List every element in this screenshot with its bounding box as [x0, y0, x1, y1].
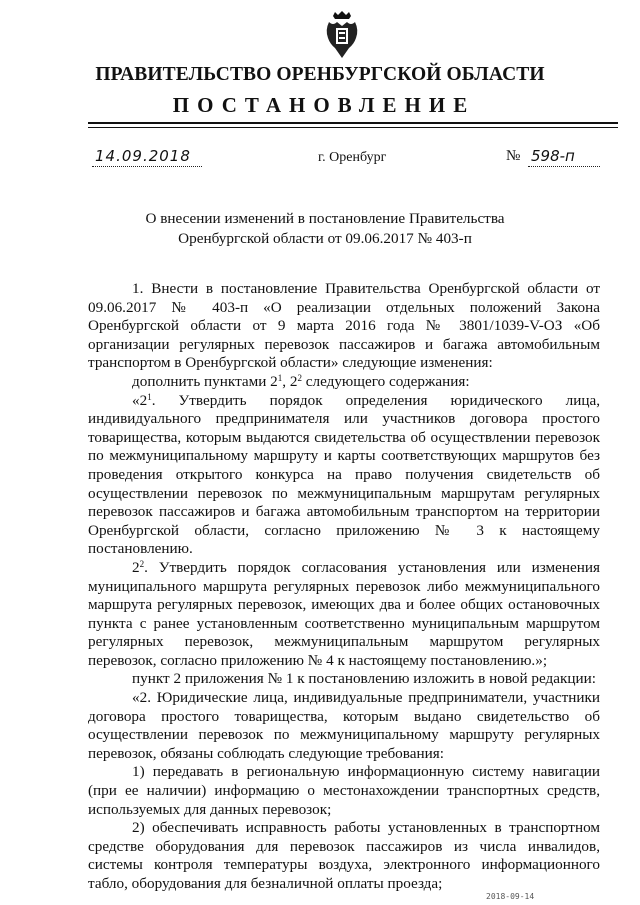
text-run: следующего содержания:	[301, 372, 470, 390]
text-run: , 2	[282, 372, 298, 390]
text-run: дополнить пунктами 2	[132, 372, 278, 390]
paragraph	[88, 559, 600, 671]
paragraph	[88, 392, 600, 559]
subject-line: О внесении изменений в постановление Правительства	[145, 210, 505, 227]
text-run: . Утвердить порядок согласования установления или изменения муниципального маршрута регулярных перевозок либо межмуниципального маршрута регулярных перевозок, имеющих два и более общих остановочных пункта с ранее установленным соответственно муниципальным маршрутом регулярных перевозок, межмуниципальным маршрутом регулярных перевозок, согласно приложению № 4 к настоящему постановлению.»;	[88, 558, 600, 669]
paragraph: 2) обеспечивать исправность работы установленных в транспортном средстве оборудования для перевозок пассажиров из числа инвалидов, системы контроля температуры воздуха, электронного информационного табло, оборудования для безналичной оплаты проезда;	[88, 819, 600, 892]
document-subject	[120, 209, 530, 249]
government-title: ПРАВИТЕЛЬСТВО ОРЕНБУРГСКОЙ ОБЛАСТИ	[95, 64, 545, 85]
scan-code: 2018-09-14	[486, 892, 535, 901]
text-run: «2	[132, 391, 148, 409]
superscript: 2	[139, 558, 145, 569]
superscript: 1	[147, 391, 152, 402]
document-type: ПОСТАНОВЛЕНИЕ	[172, 93, 476, 117]
city: г. Оренбург	[318, 150, 387, 165]
text-run: . Утвердить порядок определения юридического лица, индивидуального предпринимателя или участников договора простого товарищества, которым выдаются свидетельства об осуществлении перевозок по межмуниципальному маршруту и карты соответствующих маршрутов без проведения открытого конкурса на право получения свидетельств об осуществлении перевозок по межмуниципальным маршрутам регулярных перевозок пассажиров и багажа автомобильным транспортом на территории Оренбургской области, согласно приложению № 3 к настоящему постановлению.	[88, 391, 600, 558]
coat-of-arms-icon	[325, 10, 359, 60]
handwritten-date: 14.09.2018	[95, 147, 191, 165]
subject-line: Оренбургской области от 09.06.2017 № 403-п	[178, 230, 472, 247]
handwritten-number: 598-п	[531, 147, 575, 165]
paragraph: пункт 2 приложения № 1 к постановлению изложить в новой редакции:	[132, 670, 596, 688]
paragraph	[88, 373, 600, 392]
header-rule-thin	[88, 127, 618, 128]
document-body	[88, 280, 600, 894]
superscript: 1	[277, 372, 283, 383]
number-underline	[528, 166, 600, 167]
text-run: 2	[132, 558, 140, 576]
header-rule-thick	[88, 122, 618, 124]
paragraph: 1. Внести в постановление Правительства Оренбургской области от 09.06.2017 № 403-п «О реализации отдельных положений Закона Оренбургской области от 9 марта 2016 года № 3801/1039-V-ОЗ «Об организации регулярных перевозок пассажиров и багажа автомобильным транспортом в Оренбургской области» следующие изменения:	[88, 280, 600, 372]
paragraph: 1) передавать в региональную информационную систему навигации (при ее наличии) информацию о местонахождении транспортных средств, используемых для данных перевозок;	[88, 763, 600, 818]
superscript: 2	[297, 372, 302, 383]
number-label: №	[506, 148, 521, 164]
paragraph: «2. Юридические лица, индивидуальные предприниматели, участники договора простого товарищества, которым выдано свидетельство об осуществлении перевозок по межмуниципальному маршруту регулярных перевозок, обязаны соблюдать следующие требования:	[88, 689, 600, 762]
date-underline	[92, 166, 202, 167]
